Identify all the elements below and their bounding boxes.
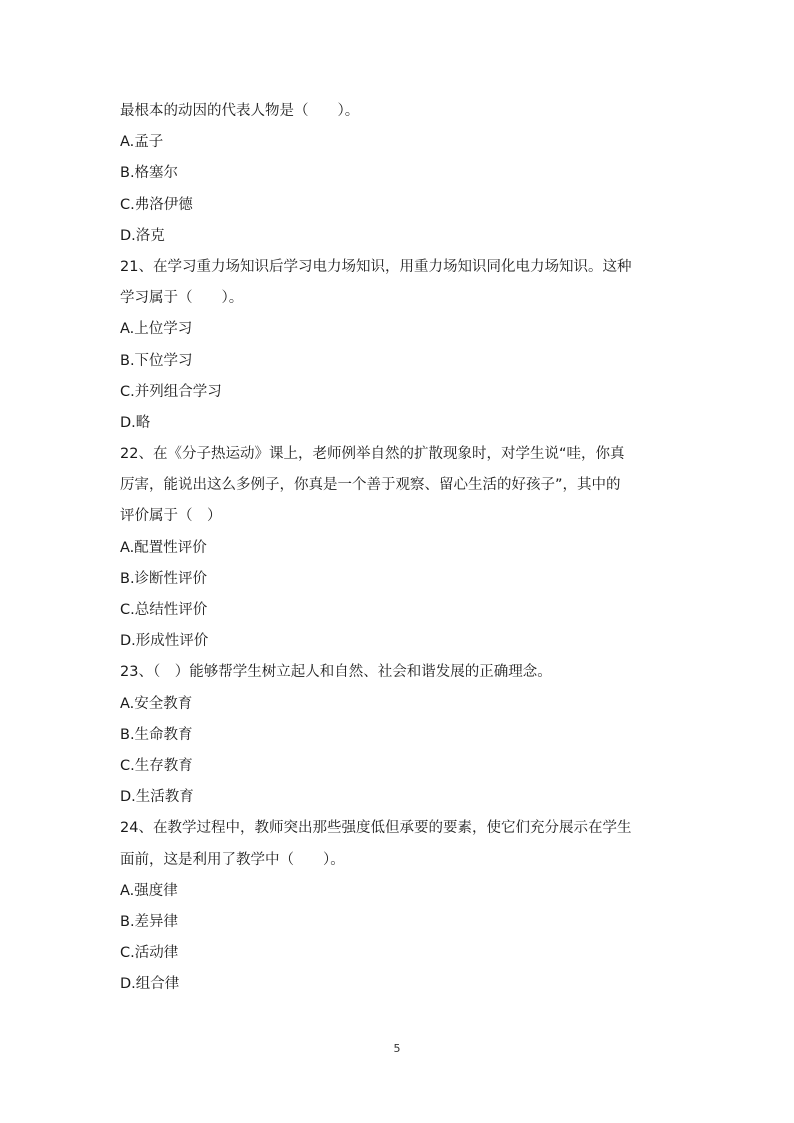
q21-option-b: B.下位学习 [120,352,193,369]
q21-option-d: D.略 [120,414,151,431]
q24-stem-line-1: 24、在教学过程中，教师突出那些强度低但承要的要素，使它们充分展示在学生 [120,820,632,837]
q20-option-c: C.弗洛伊德 [120,196,193,213]
q21-option-c: C.并列组合学习 [120,383,222,400]
q22-option-c: C.总结性评价 [120,602,208,618]
q22-stem-line-1: 22、在《分子热运动》课上，老师例举自然的扩散现象时，对学生说“哇，你真 [120,446,625,463]
q23-option-b: B.生命教育 [120,726,193,743]
q22-option-d: D.形成性评价 [120,633,209,650]
q23-option-c: C.生存教育 [120,757,193,774]
q20-option-b: B.格塞尔 [120,165,179,182]
q24-stem-line-2: 面前，这是利用了教学中（ ）。 [120,851,345,868]
q24-option-a: A.强度律 [120,882,178,899]
q22-option-a: A.配置性评价 [120,539,207,556]
q24-option-b: B.差异律 [120,913,179,930]
q23-option-a: A.安全教育 [120,695,193,712]
q23-stem: 23、（ ）能够帮学生树立起人和自然、社会和谐发展的正确理念。 [120,664,552,681]
q22-stem-line-2: 厉害，能说出这么多例子，你真是一个善于观察、留心生活的好孩子”，其中的 [120,477,621,494]
q21-stem-line-1: 21、在学习重力场知识后学习电力场知识，用重力场知识同化电力场知识。这种 [120,258,632,275]
q24-option-c: C.活动律 [120,945,179,962]
q22-option-b: B.诊断性评价 [120,570,208,587]
q24-option-d: D.组合律 [120,976,180,993]
q21-stem-line-2: 学习属于（ ）。 [120,290,244,307]
page-number: 5 [393,1042,401,1055]
q23-option-d: D.生活教育 [120,789,194,806]
q22-stem-line-3: 评价属于（ ） [120,508,222,525]
q21-option-a: A.上位学习 [120,321,193,338]
q20-stem-end: 最根本的动因的代表人物是（ ）。 [120,103,360,119]
q20-option-d: D.洛克 [120,227,165,244]
page-content [120,96,680,1000]
q20-option-a: A.孟子 [120,134,164,151]
